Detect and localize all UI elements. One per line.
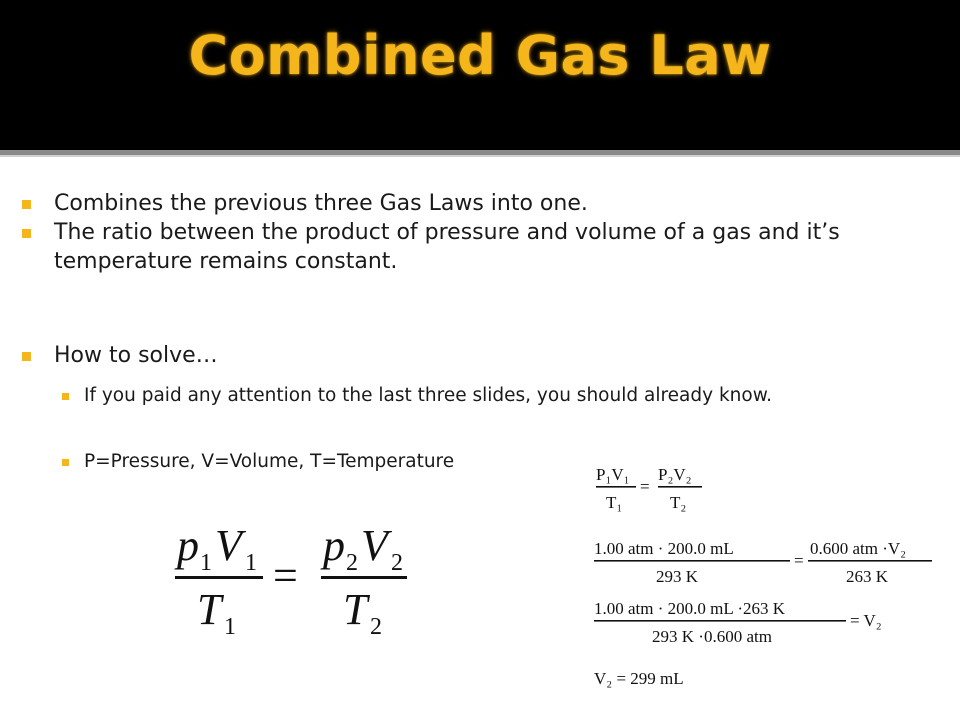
title-divider-highlight (0, 155, 960, 157)
square-bullet-icon (22, 229, 31, 238)
formula-left-numerator-p-sub: 1 (200, 550, 212, 576)
combined-gas-law-formula (165, 512, 425, 662)
formula-equals: = (273, 551, 298, 600)
example-line2-numerator-left: 1.00 atm · 200.0 mL (594, 539, 734, 558)
formula-right-denominator-t: T (343, 585, 368, 634)
example-line1-equals: = (640, 477, 650, 496)
formula-left-numerator-v-sub: 1 (245, 550, 257, 576)
example-line3-bar (594, 620, 846, 622)
formula-right-fraction-bar (321, 576, 407, 579)
bullet-text: How to solve… (54, 343, 218, 368)
square-bullet-icon (62, 393, 69, 400)
example-line1-denominator-right: T₂ (670, 493, 687, 512)
formula-right-numerator-v: V (361, 521, 388, 570)
example-line2-bar-right (808, 560, 932, 562)
example-line2-denominator-left: 293 K (656, 567, 699, 586)
square-bullet-icon (22, 352, 31, 361)
example-line3-denominator: 293 K ·0.600 atm (652, 627, 772, 646)
example-line1-bar-right (658, 486, 702, 488)
square-bullet-icon (22, 200, 31, 209)
bullet-text: Combines the previous three Gas Laws into one. (54, 191, 588, 216)
square-bullet-icon (62, 459, 69, 466)
example-line4-answer: V₂ = 299 mL (594, 669, 684, 688)
formula-left-denominator-t-sub: 1 (224, 614, 236, 640)
example-line1-numerator-left: P₁V₁ (596, 465, 630, 484)
example-line3-result: = V₂ (850, 611, 882, 630)
formula-left-fraction-bar (175, 576, 263, 579)
example-line1-numerator-right: P₂V₂ (658, 465, 692, 484)
worked-example-image (588, 458, 948, 698)
example-line2-numerator-right: 0.600 atm ·V₂ (810, 539, 907, 558)
sub-bullet-text: If you paid any attention to the last three slides, you should already know. (84, 385, 773, 406)
example-line3-numerator: 1.00 atm · 200.0 mL ·263 K (594, 599, 786, 618)
bullet-item (22, 218, 942, 276)
slide-title: Combined Gas Law (188, 24, 772, 87)
bullet-text: The ratio between the product of pressure and volume of a gas and it’s temperature remains constant. (54, 220, 840, 274)
formula-left-numerator-p: p (177, 521, 199, 570)
bullet-item (22, 341, 942, 370)
bullet-item (22, 189, 942, 218)
example-line2-bar-left (594, 560, 790, 562)
example-line2-denominator-right: 263 K (846, 567, 889, 586)
example-line1-bar-left (596, 486, 636, 488)
example-line2-equals: = (794, 551, 804, 570)
formula-left-numerator-v: V (215, 521, 242, 570)
formula-right-numerator-p: p (323, 521, 345, 570)
formula-right-numerator-v-sub: 2 (391, 550, 403, 576)
sub-bullet-item (22, 385, 942, 407)
sub-bullet-text: P=Pressure, V=Volume, T=Temperature (84, 451, 455, 472)
formula-right-numerator-p-sub: 2 (346, 550, 358, 576)
formula-left-denominator-t: T (197, 585, 222, 634)
formula-right-denominator-t-sub: 2 (370, 614, 382, 640)
example-line1-denominator-left: T₁ (606, 493, 623, 512)
